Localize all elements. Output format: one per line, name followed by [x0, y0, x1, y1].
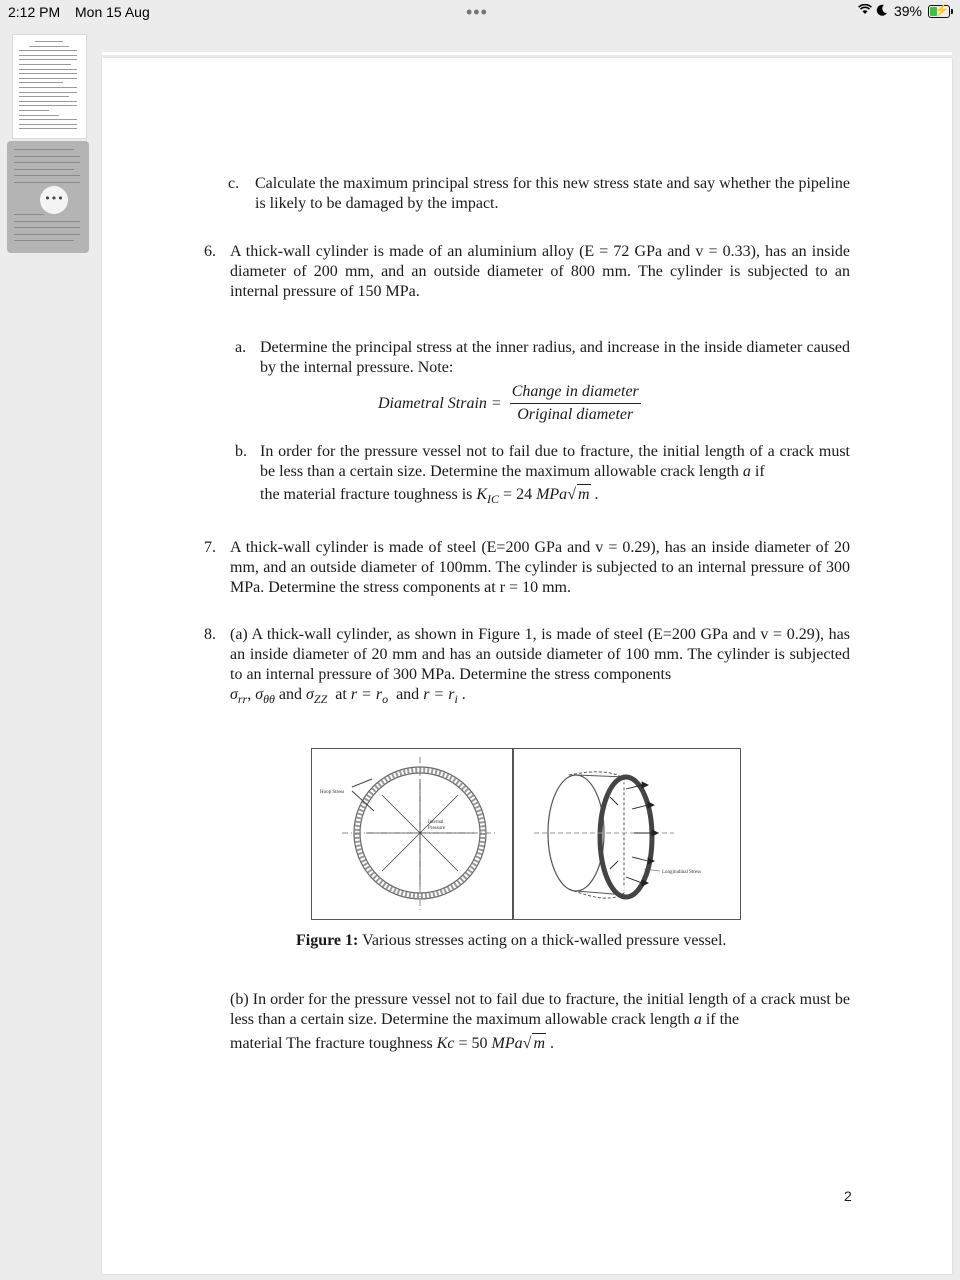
figure-1-pressure-vessel	[311, 748, 741, 920]
internal-pressure-label-1: Internal	[428, 820, 444, 825]
q6b-k-subscript: IC	[487, 492, 500, 507]
q6b-unit: MPa	[536, 486, 568, 503]
q8-and: and	[278, 686, 303, 703]
thumbnail-text-line	[14, 234, 80, 235]
q8b-text	[230, 990, 850, 1030]
status-date: Mon 15 Aug	[75, 4, 150, 20]
thumbnail-text-line	[19, 59, 77, 60]
q6b-k-symbol: K	[476, 486, 488, 503]
thumbnail-text-line	[19, 50, 77, 51]
q7-text	[230, 538, 850, 598]
q8b-unit: MPa	[491, 1035, 523, 1052]
thumbnail-text-line	[19, 64, 71, 65]
thumbnail-text-line	[14, 214, 44, 215]
figure-caption-text: Various stresses acting on a thick-walled pressure vessel.	[358, 932, 727, 949]
thumbnail-text-line	[19, 82, 63, 83]
q6b-period: .	[594, 486, 599, 503]
q6-text	[230, 242, 850, 302]
q8b-variable-a: a	[693, 1011, 702, 1028]
thumbnail-text-line	[19, 105, 77, 106]
page-number: 2	[844, 1188, 852, 1204]
q6a-text	[260, 338, 850, 378]
thumbnail-text-line	[14, 221, 80, 222]
q8b-paragraph	[230, 990, 850, 1030]
q6b-variable-a: a	[742, 463, 751, 480]
figure-caption-bold: Figure 1:	[296, 932, 359, 949]
q8b-sentence: (b) In order for the pressure vessel not to fail due to fracture, the initial length of a crack must be less than a certain size. Determine the maximum allowable crack length	[230, 991, 850, 1028]
thumbnail-text-line	[14, 227, 80, 228]
hoop-stress-diagram	[312, 749, 512, 919]
sigma-rr-subscript: rr	[237, 692, 248, 707]
thumbnail-text-line	[14, 169, 74, 170]
q6b-toughness-text: the material fracture toughness is	[260, 486, 473, 503]
formula-lhs: Diametral Strain =	[378, 394, 502, 412]
battery-percentage: 39%	[893, 3, 922, 19]
longitudinal-stress-diagram	[514, 749, 740, 919]
diametral-strain-formula	[378, 383, 641, 424]
q8-period: .	[461, 686, 466, 703]
page-thumbnail-1[interactable]	[12, 34, 87, 139]
thumbnail-text-line	[19, 92, 77, 93]
q8b-equals-value: = 50	[458, 1035, 488, 1052]
internal-pressure-label-2: Pressure	[428, 826, 445, 831]
thumbnail-text-line	[19, 78, 77, 79]
q5c-paragraph: Calculate the maximum principal stress for this new stress state and say whether the pipeline is likely to be damaged by the impact.	[255, 175, 850, 212]
sigma-symbol-3: σ	[306, 686, 314, 703]
thumbnail-text-line	[19, 55, 77, 56]
formula-numerator: Change in diameter	[510, 383, 641, 404]
page-edge	[102, 52, 952, 55]
thumbnail-text-line	[14, 162, 80, 163]
thumbnail-text-line	[19, 115, 59, 116]
sigma-theta-subscript: θθ	[263, 692, 275, 707]
q6-paragraph: A thick-wall cylinder is made of an aluminium alloy (E = 72 GPa and v = 0.33), has an inside diameter of 200 mm, and an outside diameter of 800 mm. The cylinder is subjected to an internal pressure of 150 MPa.	[230, 243, 850, 300]
status-bar	[0, 0, 960, 26]
q6b-label: b.	[235, 443, 247, 460]
q6b-sentence: In order for the pressure vessel not to fail due to fracture, the initial length of a crack must be less than a certain size. Determine the maximum allowable crack length	[260, 443, 850, 480]
do-not-disturb-moon-icon	[876, 3, 888, 19]
q5c-label: c.	[228, 175, 240, 192]
q8b-line3	[230, 1033, 850, 1054]
q8b-m: m	[533, 1035, 545, 1052]
q6b-text	[260, 442, 850, 482]
q8b-kc-symbol: Kc	[436, 1035, 455, 1052]
thumbnail-text-line	[19, 96, 69, 97]
battery-charging-icon: ⚡	[928, 5, 950, 18]
q6-number: 6.	[204, 243, 216, 260]
thumbnail-text-line	[19, 87, 77, 88]
q7-number: 7.	[204, 539, 216, 556]
q6b-if: if	[754, 463, 765, 480]
q8-r-equals-ro: r = r	[350, 686, 383, 703]
q7-paragraph: A thick-wall cylinder is made of steel (E=200 GPa and v = 0.29), has an inside diameter of 20 mm, and an outside diameter of 100mm. The cylinder is subjected to an internal pressure of 300 MPa. Determine the stress components at r = 10 mm.	[230, 539, 850, 596]
more-options-icon[interactable]: •••	[40, 186, 68, 214]
q8-text	[230, 625, 850, 685]
sigma-zz-subscript: ZZ	[313, 692, 328, 707]
hoop-stress-label: Hoop Stress	[320, 790, 345, 795]
figure-1-caption	[296, 932, 726, 950]
thumbnail-text-line	[19, 69, 77, 70]
thumbnail-text-line	[19, 101, 77, 102]
q6b-line3	[260, 484, 850, 509]
thumbnail-text-line	[29, 46, 69, 47]
thumbnail-text-line	[35, 41, 63, 42]
wifi-icon	[858, 4, 872, 18]
thumbnail-text-line	[14, 149, 74, 150]
formula-denominator: Original diameter	[517, 406, 634, 423]
q8-paragraph: (a) A thick-wall cylinder, as shown in Figure 1, is made of steel (E=200 GPa and v = 0.29), has an inside diameter of 20 mm and has an outside diameter of 100 mm. The cylinder is subjected to an internal pressure of 300 MPa. Determine the stress components	[230, 626, 850, 683]
thumbnail-text-line	[19, 119, 77, 120]
page-thumbnail-2-selected[interactable]	[7, 141, 89, 253]
thumbnail-text-line	[19, 128, 77, 129]
q6b-equals-value: = 24	[503, 486, 533, 503]
sqrt-icon: √	[522, 1035, 532, 1052]
status-indicators	[858, 3, 950, 19]
q8-r-equals-ri: r = r	[423, 686, 455, 703]
q5c-text	[255, 174, 850, 214]
sigma-symbol-2: σ	[255, 686, 264, 703]
thumbnail-text-line	[19, 124, 77, 125]
sigma-symbol-1: σ	[230, 686, 238, 703]
thumbnail-text-line	[14, 175, 80, 176]
q6a-paragraph: Determine the principal stress at the inner radius, and increase in the inside diameter caused by the internal pressure. Note:	[260, 339, 850, 376]
q6a-label: a.	[235, 339, 247, 356]
q6b-paragraph	[260, 442, 850, 482]
q8-o-subscript: o	[382, 692, 389, 707]
q8-stress-symbols: $\sigma_{rr}$, $\sigma_{\theta\theta}$ and $\sigma_{ZZ}$ at $r = r_o$ and $r = r_i$ .	[230, 686, 466, 707]
multitasking-dots-icon[interactable]: •••	[466, 2, 488, 22]
q8b-toughness-text: material The fracture toughness	[230, 1035, 433, 1052]
page-thumbnail-sidebar	[0, 26, 100, 1280]
document-page	[102, 58, 952, 1274]
q8-and-2: and	[396, 686, 420, 703]
thumbnail-text-line	[14, 240, 74, 241]
q8b-if-the: if the	[705, 1011, 740, 1028]
q8-at: at	[335, 686, 347, 703]
status-time: 2:12 PM	[8, 4, 61, 20]
thumbnail-text-line	[19, 110, 49, 111]
sqrt-icon: √	[567, 486, 576, 503]
thumbnail-text-line	[19, 73, 77, 74]
q8b-period: .	[550, 1035, 554, 1052]
longitudinal-stress-label: Longitudinal Stress	[662, 870, 702, 875]
q6b-m: m	[577, 486, 590, 503]
thumbnail-text-line	[14, 156, 80, 157]
q8-number: 8.	[204, 626, 216, 643]
q8-i-subscript: i	[454, 692, 458, 707]
thumbnail-text-line	[14, 182, 80, 183]
